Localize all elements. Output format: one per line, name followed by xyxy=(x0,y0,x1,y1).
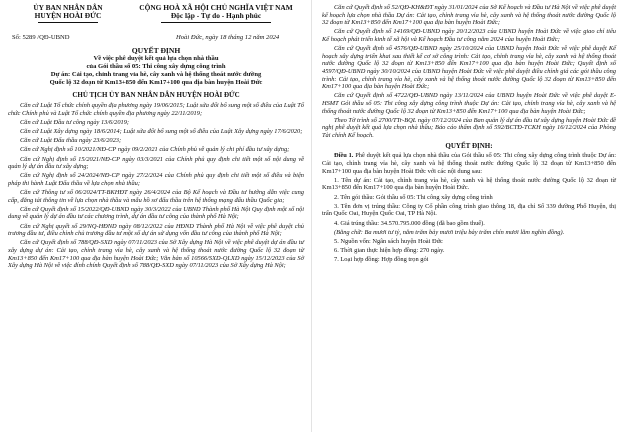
document-meta xyxy=(8,34,304,44)
basis-item: Căn cứ Luật Xây dựng ngày 18/6/2014; Luật sửa đổi bổ sung một số điều của Luật Xây dựng ngày 17/6/2020; xyxy=(20,127,303,135)
basis-item: Theo Tờ trình số 2700/TTr-BQL ngày 07/12/2024 của Ban quản lý dự án đầu tư xây dựng huyện Hoài Đức đề nghị phê duyệt kết quả lựa chọn nhà thầu; Báo cáo thẩm định số 592/BCTĐ-TCKH ngày 16/12/2024 của Phòng Tài chính Kế hoạch. xyxy=(322,116,616,139)
basis-item: Căn cứ Luật Đấu thầu ngày 23/6/2023; xyxy=(20,137,122,145)
national-motto xyxy=(118,4,314,23)
article-1 xyxy=(322,152,616,263)
basis-item: Căn cứ Luật Tổ chức chính quyền địa phương ngày 19/06/2015; Luật sửa đổi bổ sung một số điều của Luật Tổ chức Chính phủ và Luật Tổ chức chính quyền địa phương ngày 22/11/2019; xyxy=(8,102,304,117)
title-line-4: Quốc lộ 32 đoạn từ Km13+850 đến Km17+100 qua địa bàn huyện Hoài Đức xyxy=(49,79,263,86)
org-line-2: HUYỆN HOÀI ĐỨC xyxy=(34,11,102,21)
amount-in-words: (Bằng chữ: Ba mươi tư tỷ, năm trăm bảy mươi triệu bảy trăm chín mươi lăm nghìn đồng). xyxy=(334,228,565,236)
article-item: 5. Nguồn vốn: Ngân sách huyện Hoài Đức xyxy=(334,237,443,245)
basis-item: Căn cứ Nghị định số 15/2021/NĐ-CP ngày 03/3/2021 của Chính phủ quy định chi tiết một số nội dung về quản lý dự án đầu tư xây dựng; xyxy=(8,155,304,171)
article-item: 4. Giá trúng thầu: 34.570.795.000 đồng (đã bao gồm thuế). xyxy=(334,219,485,227)
document-header xyxy=(8,4,304,34)
org-line-1: ỦY BAN NHÂN DÂN xyxy=(33,3,103,12)
org-underline xyxy=(38,22,98,23)
article-item: 7. Loại hợp đồng: Hợp đồng trọn gói xyxy=(334,256,429,264)
basis-item: Căn cứ Quyết định số 15/2022/QĐ-UBND ngày 30/3/2022 của UBND Thành phố Hà Nội Quy định một số nội dung về quản lý dự án đầu tư các chương trình, dự án đầu tư công của thành phố Hà Nội; xyxy=(8,205,304,221)
motto-underline xyxy=(161,22,271,23)
article-item: 2. Tên gói thầu: Gói thầu số 05: Thi công xây dựng công trình xyxy=(334,193,493,201)
article-item: 6. Thời gian thực hiện hợp đồng: 270 ngày. xyxy=(334,247,445,255)
title-line-3: Dự án: Cải tạo, chỉnh trang vỉa hè, cây xanh và hệ thống thoát nước đường xyxy=(50,71,262,78)
authority-heading: CHỦ TỊCH ỦY BAN NHÂN DÂN HUYỆN HOÀI ĐỨC xyxy=(72,91,240,99)
basis-item: Căn cứ Nghị định số 10/2021/NĐ-CP ngày 09/2/2021 của Chính phủ về quản lý chi phí đầu tư xây dựng; xyxy=(20,146,290,154)
basis-item: Căn cứ Quyết định số 4722/QĐ-UBND ngày 13/11/2024 của UBND huyện Hoài Đức về việc phê duyệt E-HSMT Gói thầu số 05: Thi công xây dựng công trình thuộc Dự án: Cải tạo, chỉnh trang vỉa hè, cây xanh và hệ thống thoát nước đường Quốc lộ 32 đoạn từ Km13+850 đến Km17+100 qua địa bàn huyện Hoài Đức; xyxy=(322,92,616,115)
legal-bases-right xyxy=(322,4,616,139)
document-title: QUYẾT ĐỊNH xyxy=(131,46,181,55)
title-line-1: Về việc phê duyệt kết quả lựa chọn nhà thầu xyxy=(93,55,219,62)
page-right xyxy=(312,0,624,432)
title-line-2: của Gói thầu số 05: Thi công xây dựng công trình xyxy=(86,63,226,70)
legal-bases-left xyxy=(8,102,304,270)
basis-item: Căn cứ Thông tư số 06/2024/TT-BKHĐT ngày 26/4/2024 của Bộ Kế hoạch và Đầu tư hướng dẫn việc cung cấp, đăng tải thông tin về lựa chọn nhà thầu và mẫu hồ sơ đấu thầu trên hệ thống mạng đấu thầu Quốc gia; xyxy=(8,189,304,204)
article-item: 3. Tên đơn vị trúng thầu: Công ty Cổ phần công trình giao thông 18, địa chỉ Số 339 đường Phố Huyện, thị trấn Quốc Oai, Huyện Quốc Oai, TP Hà Nội. xyxy=(322,202,616,218)
document-number: Số: 5289 /QĐ-UBND xyxy=(12,34,70,41)
decision-heading: QUYẾT ĐỊNH: xyxy=(445,142,493,151)
basis-item: Căn cứ Quyết định số 52/QĐ-KH&ĐT ngày 31/01/2024 của Sở Kế hoạch và Đầu tư Hà Nội về việc phê duyệt kế hoạch lựa chọn nhà thầu Dự án: Cải tạo, chỉnh trang vỉa hè, cây xanh và hệ thống thoát nước đường Quốc lộ 32 đoạn từ Km13+850 đến Km17+100 qua địa bàn huyện Hoài Đức; xyxy=(322,4,616,27)
basis-item: Căn cứ Quyết định số 4576/QĐ-UBND ngày 25/10/2024 của UBND huyện Hoài Đức về việc phê duyệt Kế hoạch xây dựng triển khai sau thiết kế cơ sở công trình: Cải tạo, chỉnh trang vỉa hè, cây xanh và hệ thống thoát nước đường Quốc lộ 32 đoạn từ Km13+850 đến Km17+100 qua địa bàn huyện Hoài Đức; Quyết định số 4597/QĐ-UBND ngày 30/10/2024 của UBND huyện Hoài Đức về việc phê duyệt điều chỉnh giá các gói thầu công trình: Cải tạo, chỉnh trang vỉa hè, cây xanh và hệ thống thoát nước đường Quốc lộ 32 đoạn từ Km13+850 đến Km17+100 qua địa bàn huyện Hoài Đức; xyxy=(322,45,616,91)
issuing-organization xyxy=(8,4,128,23)
document-date: Hoài Đức, ngày 18 tháng 12 năm 2024 xyxy=(176,34,280,41)
article-1-label: Điều 1. xyxy=(334,152,354,160)
article-1-text: Phê duyệt kết quả lựa chọn nhà thầu của Gói thầu số 05: Thi công xây dựng công trình thuộc Dự án: Cải tạo, chỉnh trang vỉa hè, cây xanh và hệ thống thoát nước đường Quốc lộ 32 đoạn từ Km13+850 đến Km17+100 qua địa bàn huyện Hoài Đức với các nội dung sau: xyxy=(322,152,616,175)
basis-item: Căn cứ Nghị quyết số 29/NQ-HĐND ngày 08/12/2022 của HĐND Thành phố Hà Nội về việc phê duyệt chủ trương đầu tư, điều chỉnh chủ trương đầu tư một số dự án sử dụng vốn đầu tư công của thành phố Hà Nội; xyxy=(8,222,304,238)
basis-item: Căn cứ Quyết định số 14169/QĐ-UBND ngày 20/12/2023 của UBND huyện Hoài Đức về việc giao chỉ tiêu Kế hoạch phát triển kinh tế xã hội và Kế hoạch Đầu tư công năm 2024 của huyện Hoài Đức; xyxy=(322,28,616,43)
nation-line-1: CỘNG HOÀ XÃ HỘI CHỦ NGHĨA VIỆT NAM xyxy=(139,3,293,12)
basis-item: Căn cứ Nghị định số 24/2024/NĐ-CP ngày 27/2/2024 của Chính phủ quy định chi tiết một số điều và biện pháp thi hành Luật Đấu thầu về lựa chọn nhà thầu; xyxy=(8,172,304,187)
article-1-intro xyxy=(322,152,616,175)
nation-line-2: Độc lập - Tự do - Hạnh phúc xyxy=(170,11,262,21)
basis-item: Căn cứ Luật Đầu tư công ngày 13/6/2019; xyxy=(20,118,130,126)
article-item: 1. Tên dự án: Cải tạo, chỉnh trang vỉa hè, cây xanh và hệ thống thoát nước đường Quốc lộ 32 đoạn từ Km13+850 đến Km17+100 qua địa bàn huyện Hoài Đức. xyxy=(322,176,616,192)
basis-item: Căn cứ Quyết định số 788/QĐ-SXD ngày 07/11/2023 của Sở Xây dựng Hà Nội về việc phê duyệt dự án đầu tư xây dựng dự án: Cải tạo, chỉnh trang vỉa hè, cây xanh và hệ thống thoát nước đường Quốc lộ 32 đoạn từ Km13+850 đến Km17+100 qua địa bàn huyện Hoài Đức; Văn bản số 10566/SXD-QLXD ngày 15/12/2023 của Sở Xây dựng Hà Nội về việc đính chính Quyết định số 788/QĐ-SXD ngày 07/11/2023 của Sở Xây dựng Hà Nội; xyxy=(8,239,304,270)
